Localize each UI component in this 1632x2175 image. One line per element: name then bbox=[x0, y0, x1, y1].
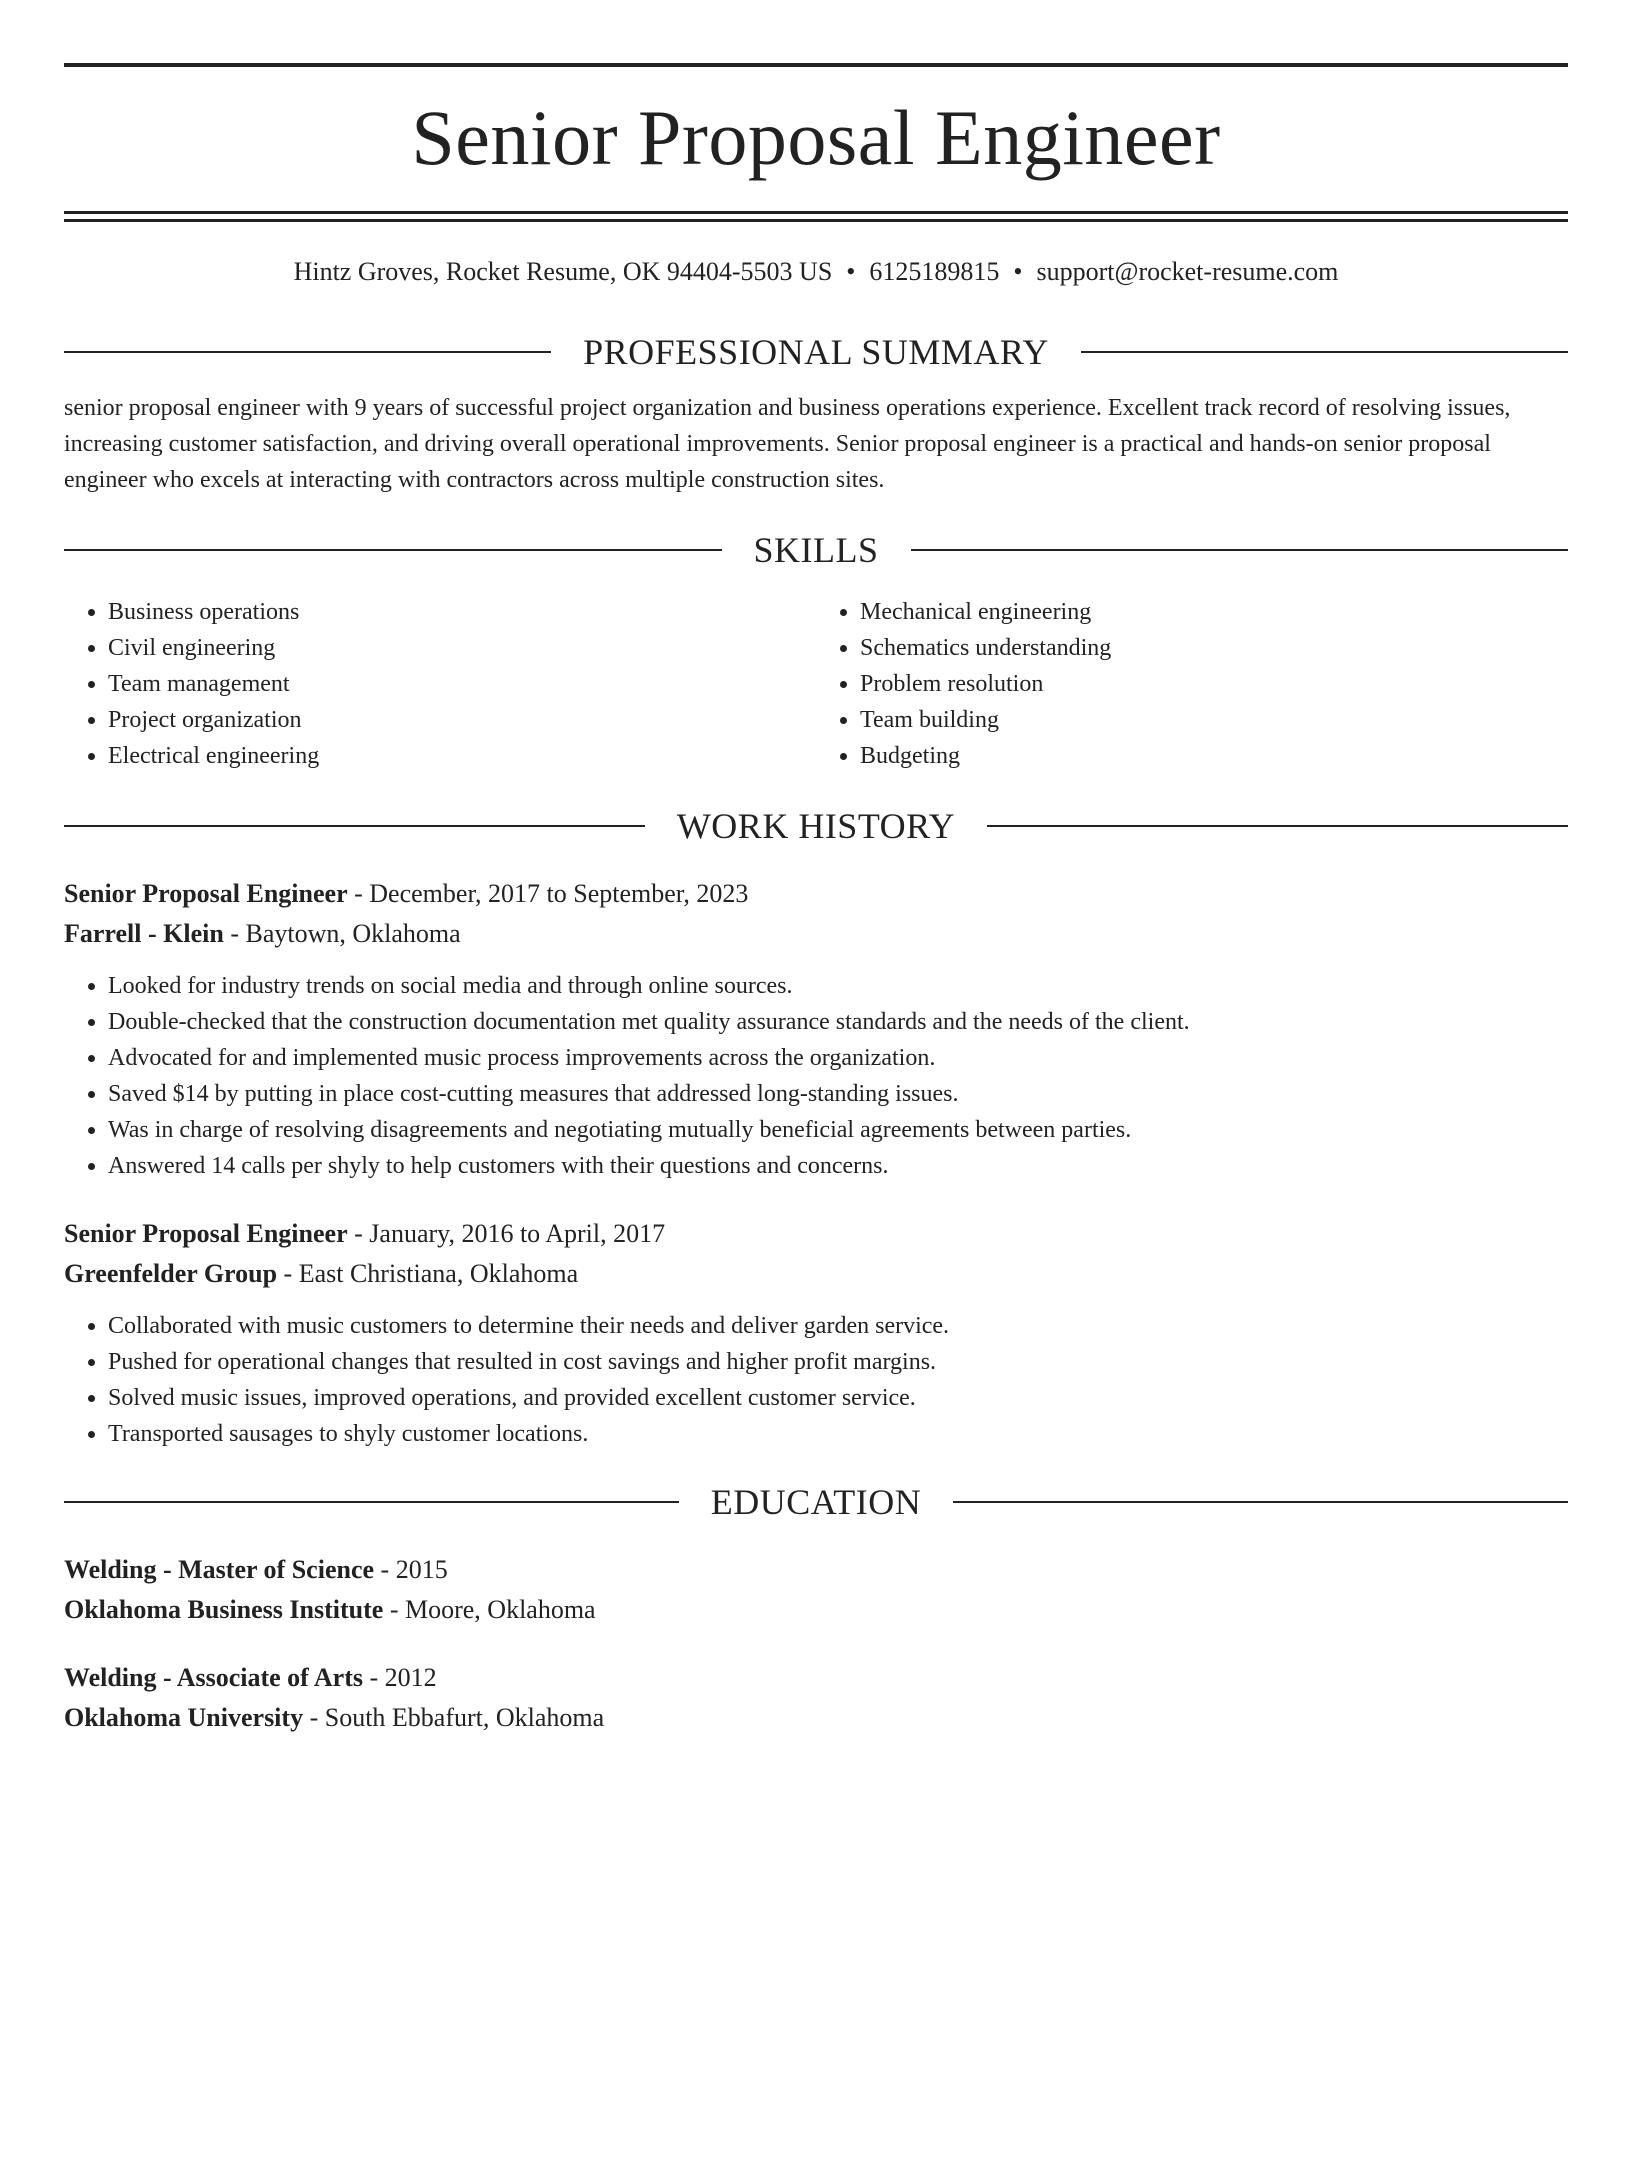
resume-page bbox=[0, 63, 1632, 2175]
job-company-line bbox=[64, 914, 1568, 954]
education-entry bbox=[64, 1550, 1568, 1630]
education-year: - 2012 bbox=[363, 1663, 437, 1692]
job-title: Senior Proposal Engineer bbox=[64, 1219, 348, 1248]
job-bullet: • Saved $14 by putting in place cost-cutting measures that addressed long-standing issues. bbox=[108, 1076, 1568, 1112]
job-dates: - January, 2016 to April, 2017 bbox=[347, 1219, 666, 1248]
job-title: Senior Proposal Engineer bbox=[64, 879, 348, 908]
skills-heading bbox=[64, 528, 1568, 572]
contact-address: Hintz Groves, Rocket Resume, OK 94404-5503 US bbox=[293, 257, 833, 286]
job-company: Greenfelder Group bbox=[64, 1259, 278, 1288]
education-location: - South Ebbafurt, Oklahoma bbox=[303, 1703, 605, 1732]
job-dates: - December, 2017 to September, 2023 bbox=[347, 879, 749, 908]
education-heading-text: EDUCATION bbox=[710, 1482, 922, 1522]
skill-item: • Electrical engineering bbox=[108, 738, 816, 774]
summary-text: senior proposal engineer with 9 years of successful project organization and business operations experience. Excellent track record of resolving issues, increasing customer satisfaction, and driving overall operational improvements. Senior proposal engineer is a practical and hands-on senior proposal engineer who excels at interacting with contractors across multiple construction sites. bbox=[64, 395, 1511, 493]
skills-list bbox=[64, 594, 1568, 774]
title-double-rule bbox=[64, 211, 1568, 222]
job-bullets bbox=[64, 1308, 1568, 1452]
education-school: Oklahoma Business Institute bbox=[64, 1595, 384, 1624]
contact-separator: • bbox=[1013, 257, 1023, 286]
job-entry bbox=[64, 1214, 1568, 1452]
skill-item: • Mechanical engineering bbox=[860, 594, 1568, 630]
skill-item: • Business operations bbox=[108, 594, 816, 630]
contact-email: support@rocket-resume.com bbox=[1036, 257, 1339, 286]
job-bullet: • Answered 14 calls per shyly to help customers with their questions and concerns. bbox=[108, 1148, 1568, 1184]
education-degree-line bbox=[64, 1550, 1568, 1590]
job-location: - East Christiana, Oklahoma bbox=[277, 1259, 579, 1288]
education-school-line bbox=[64, 1590, 1568, 1630]
skill-item: • Problem resolution bbox=[860, 666, 1568, 702]
education-year: - 2015 bbox=[374, 1555, 448, 1584]
contact-separator: • bbox=[846, 257, 856, 286]
education-degree-line bbox=[64, 1658, 1568, 1698]
education-school-line bbox=[64, 1698, 1568, 1738]
education-location: - Moore, Oklahoma bbox=[383, 1595, 596, 1624]
job-location: - Baytown, Oklahoma bbox=[223, 919, 461, 948]
education-heading bbox=[64, 1480, 1568, 1524]
job-bullet: • Looked for industry trends on social media and through online sources. bbox=[108, 968, 1568, 1004]
job-bullet: • Double-checked that the construction documentation met quality assurance standards and the needs of the client. bbox=[108, 1004, 1568, 1040]
job-bullet: • Pushed for operational changes that resulted in cost savings and higher profit margins. bbox=[108, 1344, 1568, 1380]
job-title-line bbox=[64, 1214, 1568, 1254]
skill-item: • Team building bbox=[860, 702, 1568, 738]
education-entry bbox=[64, 1658, 1568, 1738]
education-school: Oklahoma University bbox=[64, 1703, 304, 1732]
education-degree: Welding - Master of Science bbox=[64, 1555, 375, 1584]
job-bullet: • Was in charge of resolving disagreements and negotiating mutually beneficial agreements between parties. bbox=[108, 1112, 1568, 1148]
work-history-heading bbox=[64, 804, 1568, 848]
job-bullets bbox=[64, 968, 1568, 1184]
skill-item: • Team management bbox=[108, 666, 816, 702]
skill-item: • Civil engineering bbox=[108, 630, 816, 666]
skills-heading-text: SKILLS bbox=[753, 530, 879, 570]
top-rule bbox=[64, 63, 1568, 67]
job-company-line bbox=[64, 1254, 1568, 1294]
summary-heading-text: PROFESSIONAL SUMMARY bbox=[583, 332, 1049, 372]
job-bullet: • Transported sausages to shyly customer locations. bbox=[108, 1416, 1568, 1452]
skill-item: • Schematics understanding bbox=[860, 630, 1568, 666]
contact-phone: 6125189815 bbox=[869, 257, 1000, 286]
summary-heading bbox=[64, 330, 1568, 374]
job-title-line bbox=[64, 874, 1568, 914]
job-company: Farrell - Klein bbox=[64, 919, 224, 948]
skill-item: • Project organization bbox=[108, 702, 816, 738]
skills-column-left bbox=[64, 594, 816, 774]
job-bullet: • Collaborated with music customers to determine their needs and deliver garden service. bbox=[108, 1308, 1568, 1344]
work-history-heading-text: WORK HISTORY bbox=[676, 806, 956, 846]
skill-item: • Budgeting bbox=[860, 738, 1568, 774]
job-bullet: • Solved music issues, improved operations, and provided excellent customer service. bbox=[108, 1380, 1568, 1416]
contact-line bbox=[64, 256, 1568, 288]
education-degree: Welding - Associate of Arts bbox=[64, 1663, 363, 1692]
job-entry bbox=[64, 874, 1568, 1184]
skills-column-right bbox=[816, 594, 1568, 774]
page-title: Senior Proposal Engineer bbox=[411, 94, 1221, 181]
job-bullet: • Advocated for and implemented music process improvements across the organization. bbox=[108, 1040, 1568, 1076]
